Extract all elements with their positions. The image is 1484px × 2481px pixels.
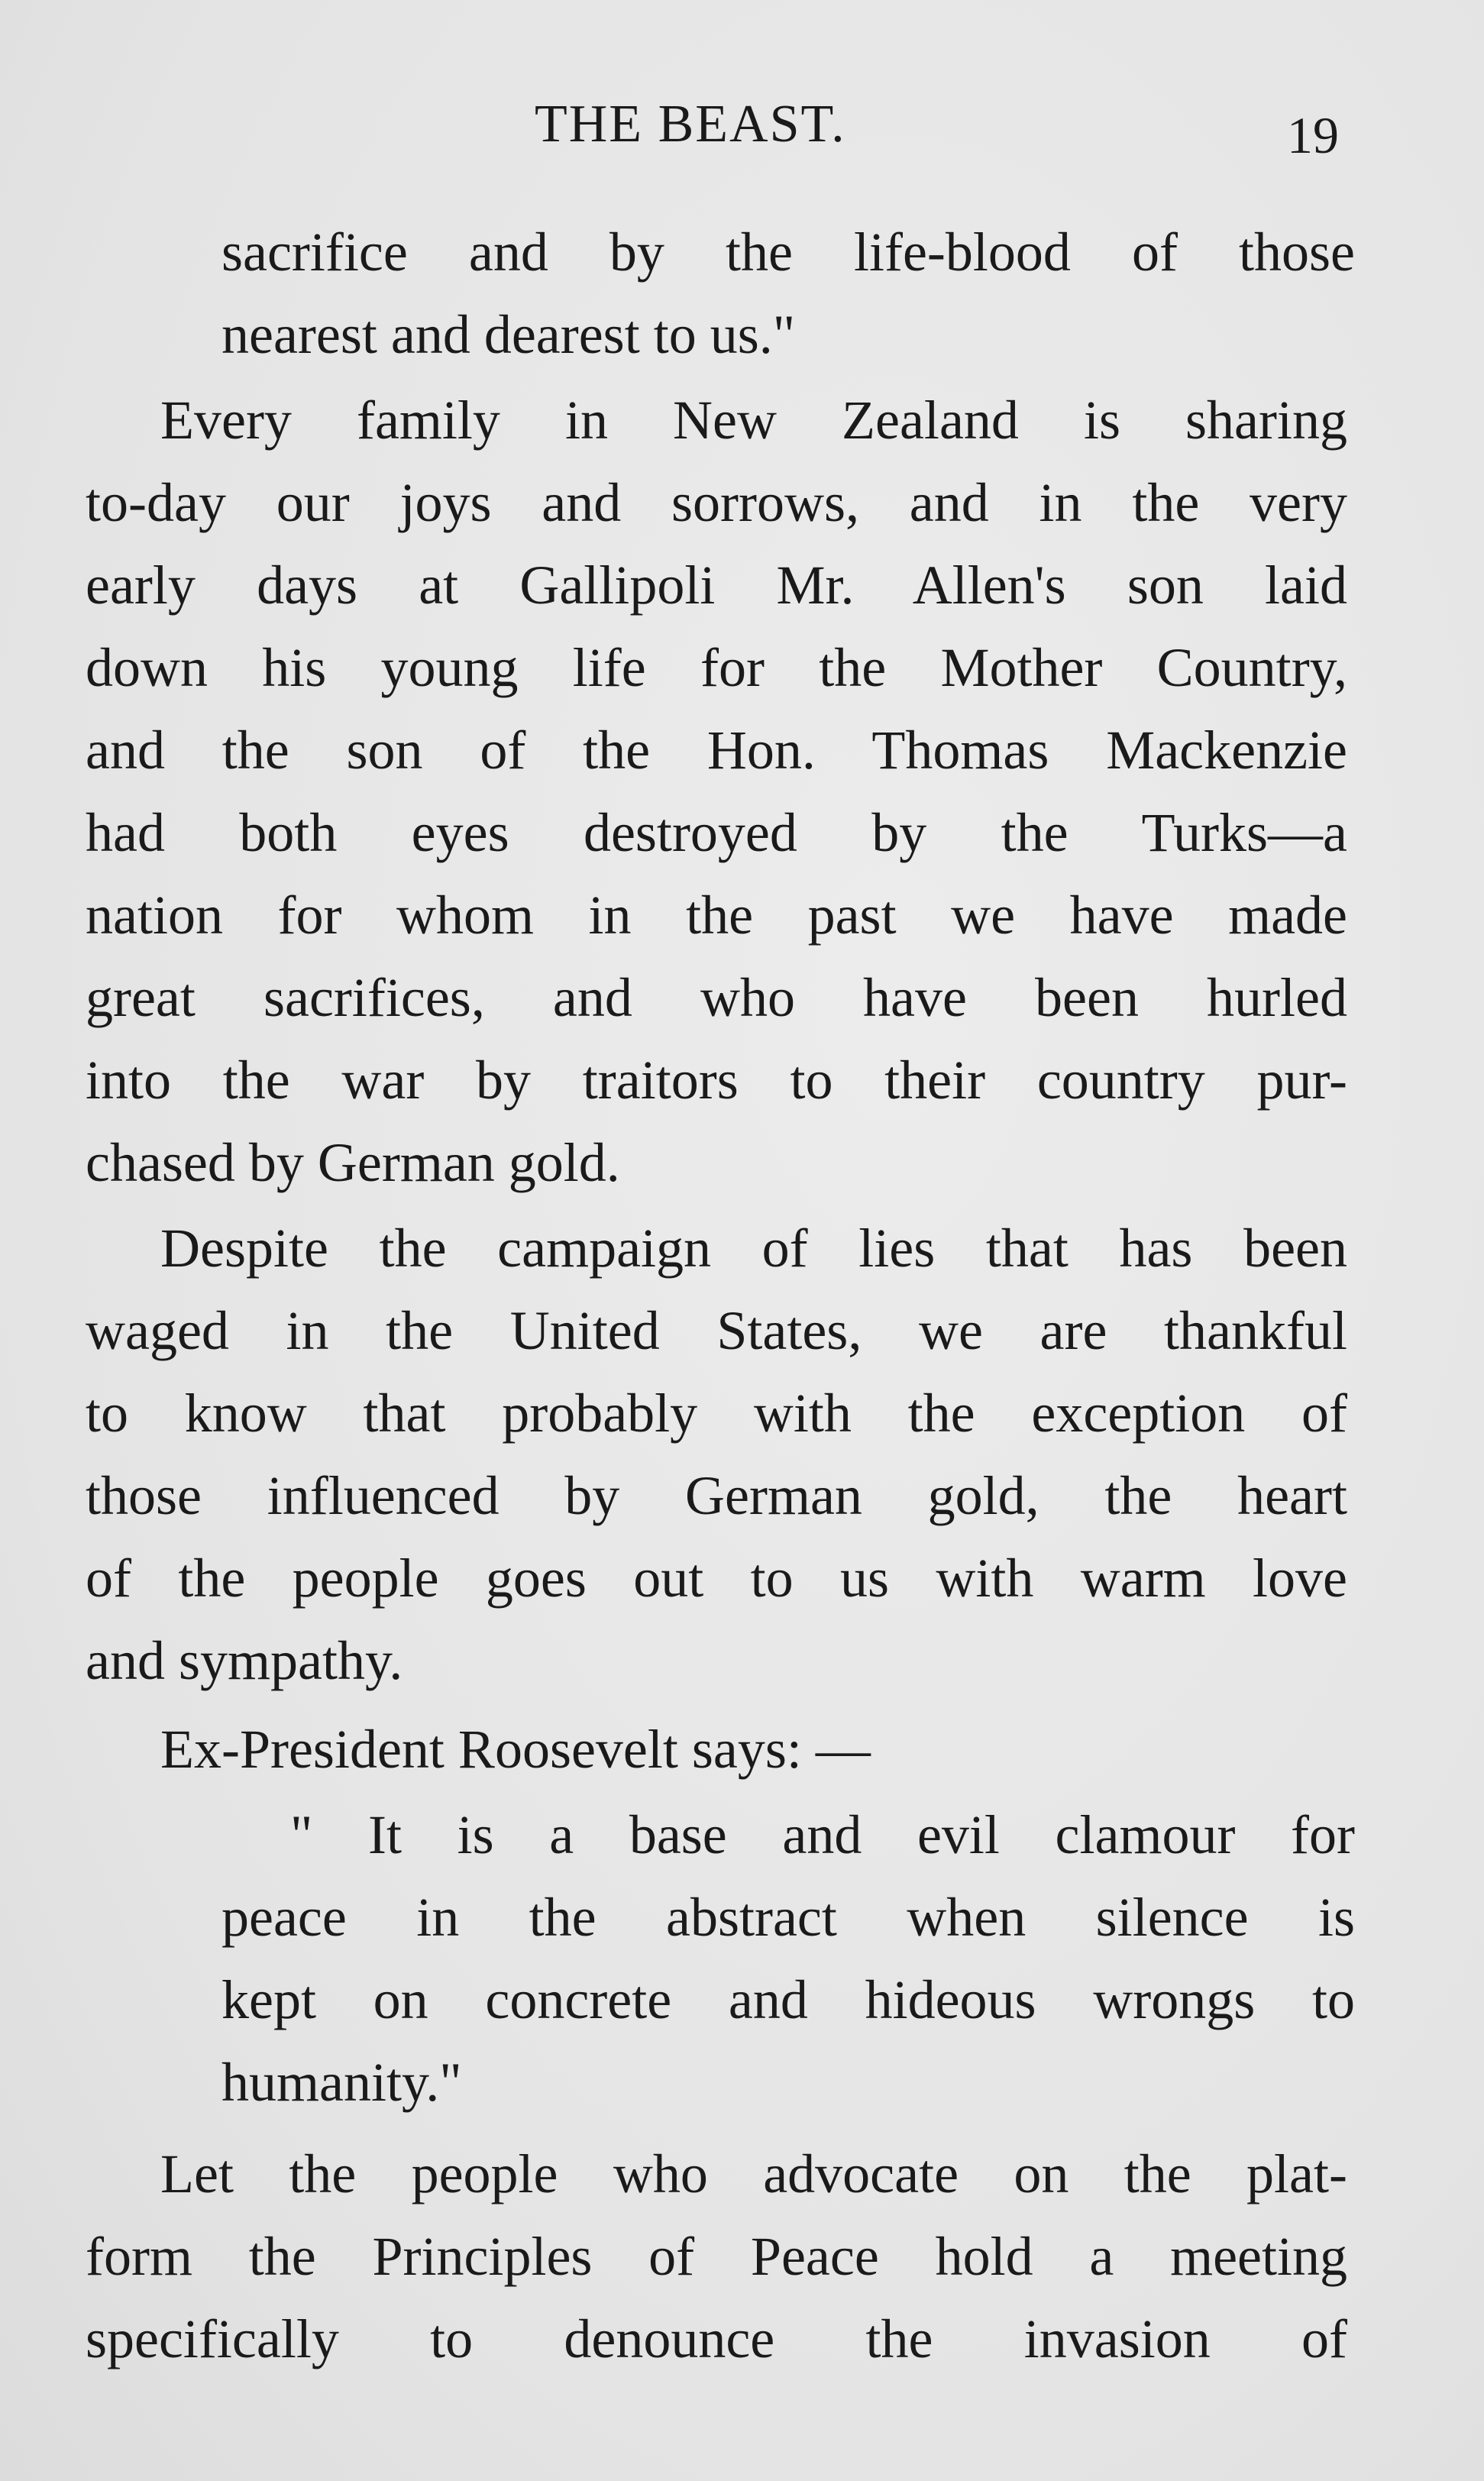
text-line: nearest and dearest to us.": [221, 304, 796, 365]
text-line: to know that probably with the exception of: [86, 1383, 1347, 1444]
text-line: specifically to denounce the invasion of: [86, 2308, 1347, 2369]
text-line: and the son of the Hon. Thomas Mackenzie: [86, 720, 1347, 781]
text-line: Let the people who advocate on the plat-: [160, 2143, 1347, 2204]
text-line: had both eyes destroyed by the Turks—a: [86, 802, 1347, 863]
text-line: nation for whom in the past we have made: [86, 885, 1347, 946]
text-line: Despite the campaign of lies that has been: [160, 1218, 1347, 1279]
text-line: peace in the abstract when silence is: [221, 1887, 1355, 1948]
page-number: 19: [1287, 106, 1339, 164]
text-line: " It is a base and evil clamour for: [290, 1804, 1355, 1865]
page-header: [0, 90, 1484, 164]
text-line: early days at Gallipoli Mr. Allen's son laid: [86, 555, 1347, 616]
text-line: sacrifice and by the life-blood of those: [221, 222, 1355, 283]
text-line: and sympathy.: [86, 1630, 403, 1691]
text-line: into the war by traitors to their country pur-: [86, 1050, 1347, 1111]
text-line: of the people goes out to us with warm love: [86, 1548, 1347, 1609]
text-line: great sacrifices, and who have been hurled: [86, 967, 1347, 1028]
text-line: those influenced by German gold, the heart: [86, 1465, 1347, 1526]
text-line: to-day our joys and sorrows, and in the very: [86, 472, 1347, 533]
text-line: waged in the United States, we are thankful: [86, 1300, 1347, 1361]
text-line: Every family in New Zealand is sharing: [160, 390, 1347, 451]
running-head: THE BEAST.: [535, 95, 846, 154]
text-line: Ex-President Roosevelt says: —: [160, 1719, 871, 1780]
text-line: down his young life for the Mother Country,: [86, 637, 1347, 698]
text-line: kept on concrete and hideous wrongs to: [221, 1969, 1355, 2030]
text-line: form the Principles of Peace hold a meeting: [86, 2226, 1347, 2287]
text-line: humanity.": [221, 2052, 462, 2113]
text-line: chased by German gold.: [86, 1132, 620, 1193]
